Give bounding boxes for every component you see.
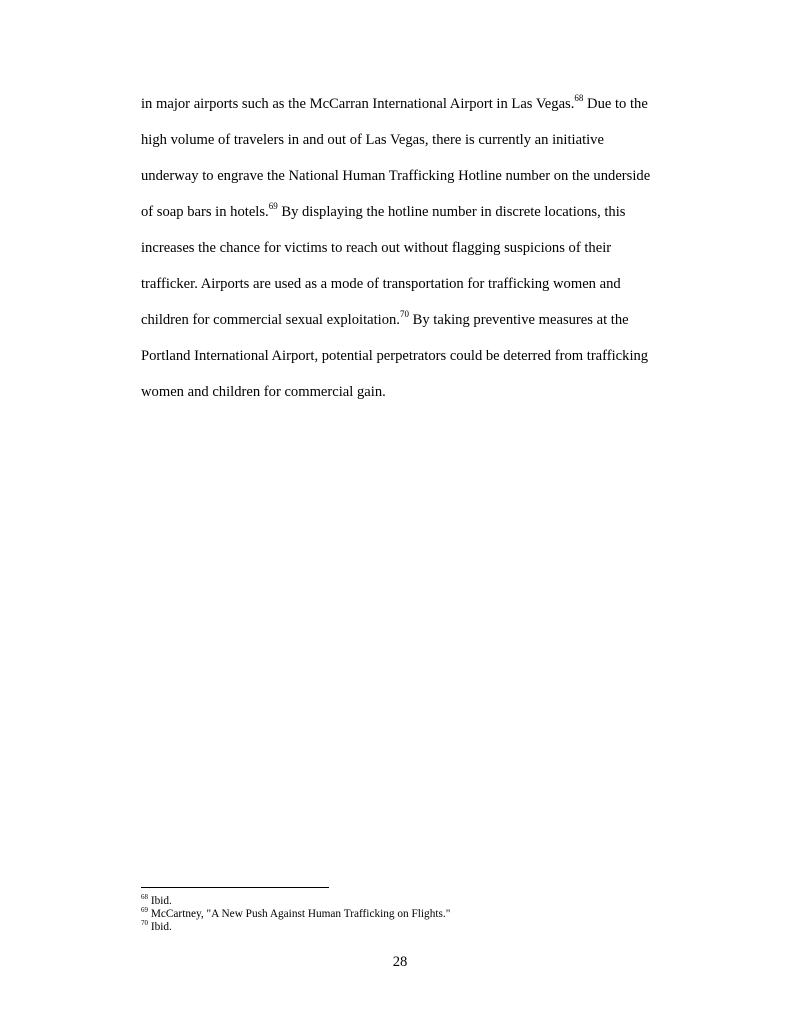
body-text: of soap bars in hotels. [141, 204, 269, 220]
body-text: Portland International Airport, potential perpetrators could be deterred from trafficking [141, 348, 649, 364]
footnote-number: 68 [141, 893, 148, 902]
body-paragraph [141, 91, 701, 415]
body-line-2 [141, 127, 701, 163]
body-line-7 [141, 307, 701, 343]
footnote-text: Ibid. [148, 921, 172, 933]
footnote-ref-70[interactable]: 70 [399, 309, 409, 320]
body-text: children for commercial sexual exploitation. [141, 312, 400, 328]
body-text: underway to engrave the National Human Trafficking Hotline number on the underside [141, 168, 651, 184]
footnote-ref-68[interactable]: 68 [574, 93, 584, 104]
page-number: 28 [392, 954, 408, 970]
footnote-separator [141, 887, 329, 888]
body-line-3 [141, 163, 701, 199]
body-text: women and children for commercial gain. [141, 384, 386, 400]
body-line-8 [141, 343, 701, 379]
body-text: increases the chance for victims to reach out without flagging suspicions of their [141, 240, 612, 256]
body-text: By taking preventive measures at the [408, 312, 629, 328]
footnote-number: 70 [141, 919, 148, 928]
footnote-68 [141, 895, 701, 908]
footnote-70 [141, 921, 701, 934]
body-text: trafficker. Airports are used as a mode of transportation for trafficking women and [141, 276, 621, 292]
footnote-number: 69 [141, 906, 148, 915]
body-text: high volume of travelers in and out of Las Vegas, there is currently an initiative [141, 132, 604, 148]
body-line-9 [141, 379, 701, 415]
footnotes [141, 895, 701, 934]
body-line-4 [141, 199, 701, 235]
footnote-text: McCartney, "A New Push Against Human Trafficking on Flights." [148, 908, 451, 920]
body-text: in major airports such as the McCarran International Airport in Las Vegas. [141, 96, 575, 112]
body-line-1 [141, 91, 701, 127]
body-line-6 [141, 271, 701, 307]
body-text: Due to the [583, 96, 648, 112]
footnote-text: Ibid. [148, 895, 172, 907]
footnote-ref-69[interactable]: 69 [268, 201, 278, 212]
body-text: By displaying the hotline number in discrete locations, this [277, 204, 626, 220]
body-line-5 [141, 235, 701, 271]
footnote-69 [141, 908, 701, 921]
